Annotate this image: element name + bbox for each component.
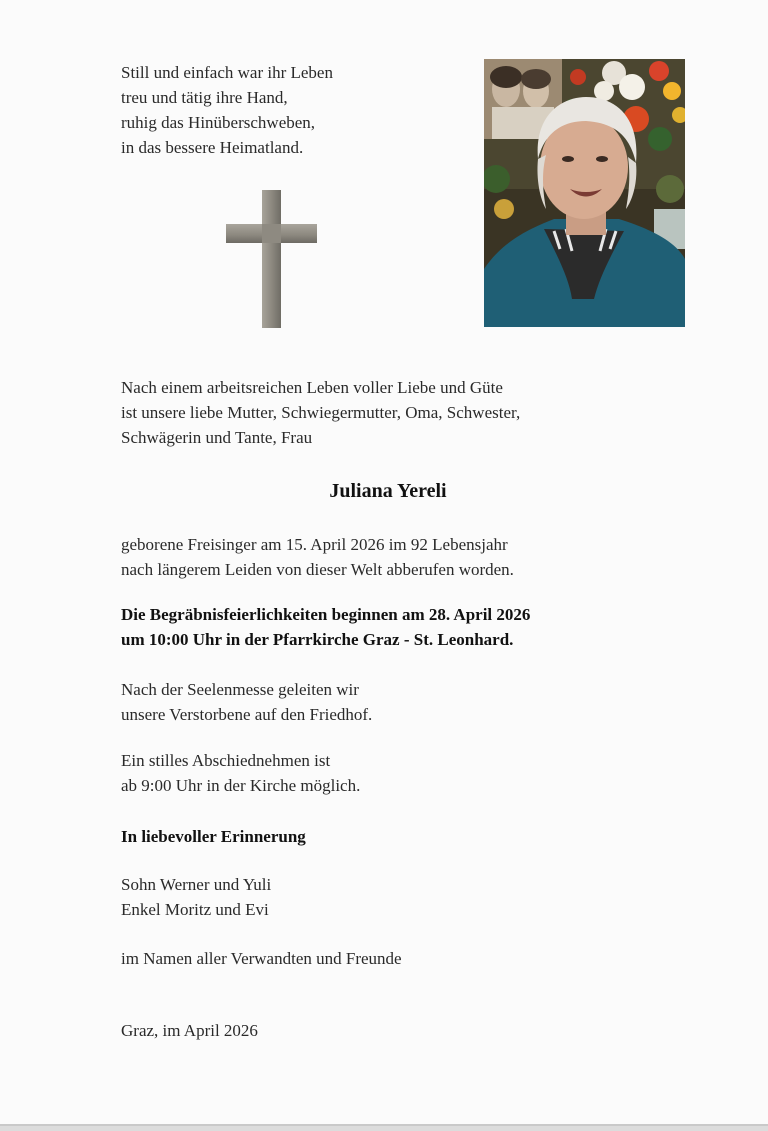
poem-line: Still und einfach war ihr Leben xyxy=(121,63,333,82)
birth-death-line: nach längerem Leiden von dieser Welt abberufen worden. xyxy=(121,560,514,579)
poem-line: in das bessere Heimatland. xyxy=(121,138,304,157)
poem-line: treu und tätig ihre Hand, xyxy=(121,88,288,107)
farewell-line: ab 9:00 Uhr in der Kirche möglich. xyxy=(121,776,361,795)
deceased-name: Juliana Yereli xyxy=(329,480,447,502)
mass-line: Nach der Seelenmesse geleiten wir xyxy=(121,680,359,699)
intro-paragraph xyxy=(121,375,520,450)
farewell-line: Ein stilles Abschiednehmen ist xyxy=(121,751,331,770)
funeral-line: um 10:00 Uhr in der Pfarrkirche Graz - St. Leonhard. xyxy=(121,630,514,649)
memory-heading: In liebevoller Erinnerung xyxy=(121,827,306,846)
mourner-line: Enkel Moritz und Evi xyxy=(121,900,269,919)
intro-line: Nach einem arbeitsreichen Leben voller Liebe und Güte xyxy=(121,378,503,397)
funeral-announcement xyxy=(121,602,530,652)
birth-death-paragraph xyxy=(121,532,514,582)
place-date: Graz, im April 2026 xyxy=(121,1021,258,1040)
farewell-paragraph xyxy=(121,748,360,798)
funeral-line: Die Begräbnisfeierlichkeiten beginnen am 28. April 2026 xyxy=(121,605,531,624)
mass-line: unsere Verstorbene auf den Friedhof. xyxy=(121,705,373,724)
intro-line: Schwägerin und Tante, Frau xyxy=(121,428,313,447)
mass-paragraph xyxy=(121,677,372,727)
memorial-poem xyxy=(121,60,333,160)
relatives-line: im Namen aller Verwandten und Freunde xyxy=(121,949,402,968)
intro-line: ist unsere liebe Mutter, Schwiegermutter, Oma, Schwester, xyxy=(121,403,521,422)
birth-death-line: geborene Freisinger am 15. April 2026 im 92 Lebensjahr xyxy=(121,535,508,554)
cross-icon xyxy=(224,188,319,330)
mourner-line: Sohn Werner und Yuli xyxy=(121,875,272,894)
mourners-list xyxy=(121,872,271,922)
portrait-photo xyxy=(484,59,685,327)
poem-line: ruhig das Hinüberschweben, xyxy=(121,113,316,132)
